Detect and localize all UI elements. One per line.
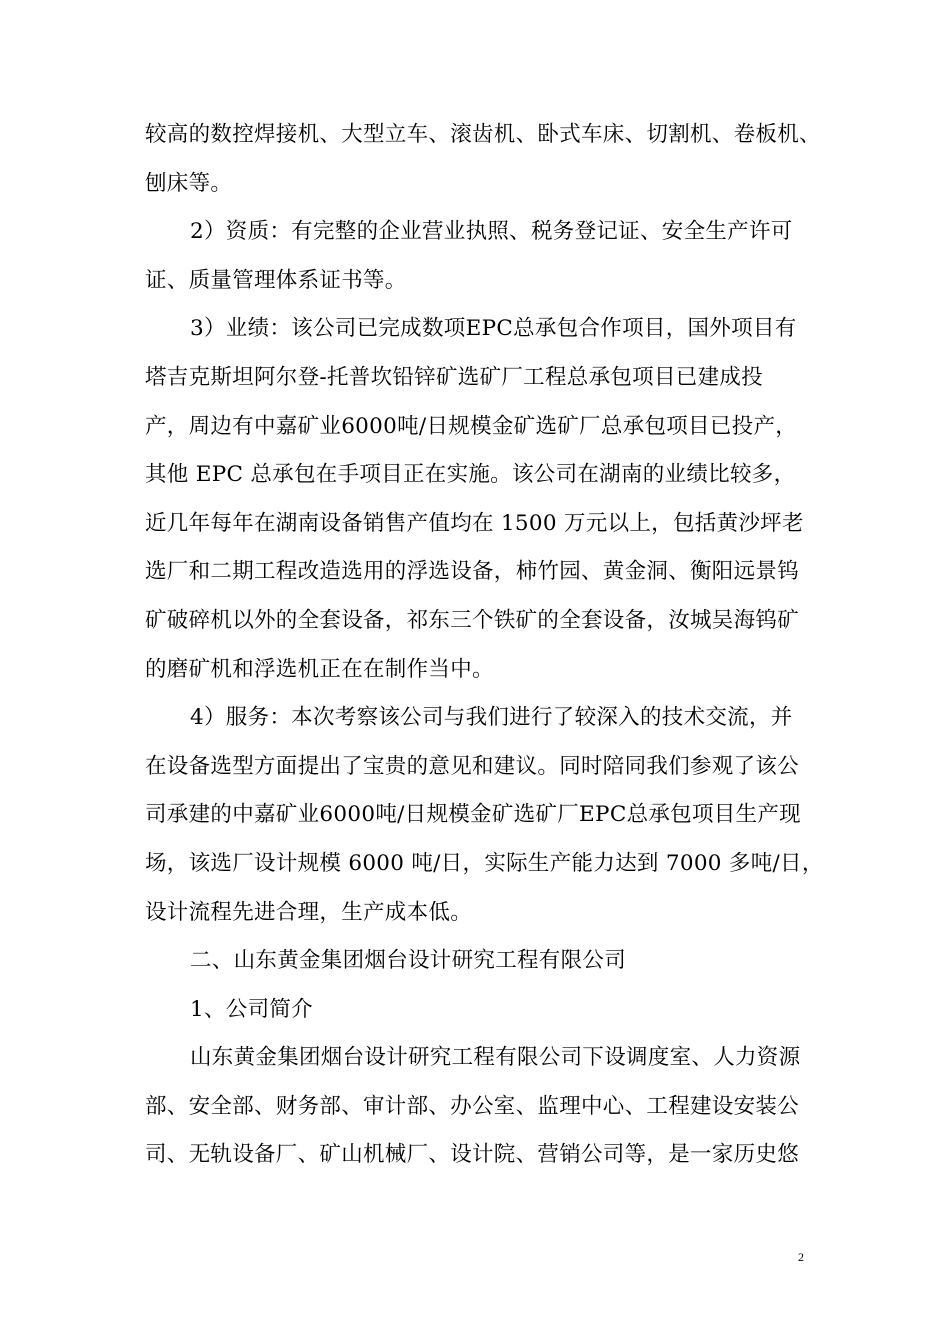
text-line: 2）资质：有完整的企业营业执照、税务登记证、安全生产许可: [190, 219, 793, 245]
text-line: 近几年每年在湖南设备销售产值均在 1500 万元以上，包括黄沙坪老: [145, 510, 804, 536]
text-line: 矿破碎机以外的全套设备，祁东三个铁矿的全套设备，汝城吴海钨矿: [145, 607, 800, 633]
text-line: 刨床等。: [145, 170, 233, 196]
text-line: 选厂和二期工程改造选用的浮选设备，柿竹园、黄金洞、衡阳远景钨: [145, 559, 800, 585]
text-line: 山东黄金集团烟台设计研究工程有限公司下设调度室、人力资源: [190, 1045, 801, 1071]
text-line: 在设备选型方面提出了宝贵的意见和建议。同时陪同我们参观了该公: [145, 753, 800, 779]
text-line: 3）业绩：该公司已完成数项EPC总承包合作项目，国外项目有: [190, 316, 797, 342]
body-text: [145, 111, 824, 1180]
text-line: 证、质量管理体系证书等。: [145, 267, 407, 293]
page-number: 2: [798, 1250, 804, 1264]
section-heading: 二、山东黄金集团烟台设计研究工程有限公司: [190, 948, 627, 974]
text-line: 司承建的中嘉矿业6000吨/日规模金矿选矿厂EPC总承包项目生产现: [145, 802, 801, 828]
text-line: 较高的数控焊接机、大型立车、滚齿机、卧式车床、切割机、卷板机、: [145, 122, 821, 147]
text-line: 产，周边有中嘉矿业6000吨/日规模金矿选矿厂总承包项目已投产，: [145, 413, 798, 439]
text-line: 司、无轨设备厂、矿山机械厂、设计院、营销公司等，是一家历史悠: [145, 1142, 800, 1168]
text-line: 的磨矿机和浮选机正在在制作当中。: [145, 656, 494, 682]
text-line: 4）服务：本次考察该公司与我们进行了较深入的技术交流，并: [190, 705, 793, 731]
text-line: 其他 EPC 总承包在手项目正在实施。该公司在湖南的业绩比较多，: [145, 462, 796, 488]
text-line: 设计流程先进合理，生产成本低。: [145, 899, 473, 925]
subsection-heading: 1、公司简介: [190, 996, 313, 1022]
text-line: 部、安全部、财务部、审计部、办公室、监理中心、工程建设安装公: [145, 1093, 800, 1119]
text-line: 塔吉克斯坦阿尔登-托普坎铅锌矿选矿厂工程总承包项目已建成投: [145, 364, 763, 390]
text-line: 场，该选厂设计规模 6000 吨/日，实际生产能力达到 7000 多吨/日，: [145, 850, 824, 876]
